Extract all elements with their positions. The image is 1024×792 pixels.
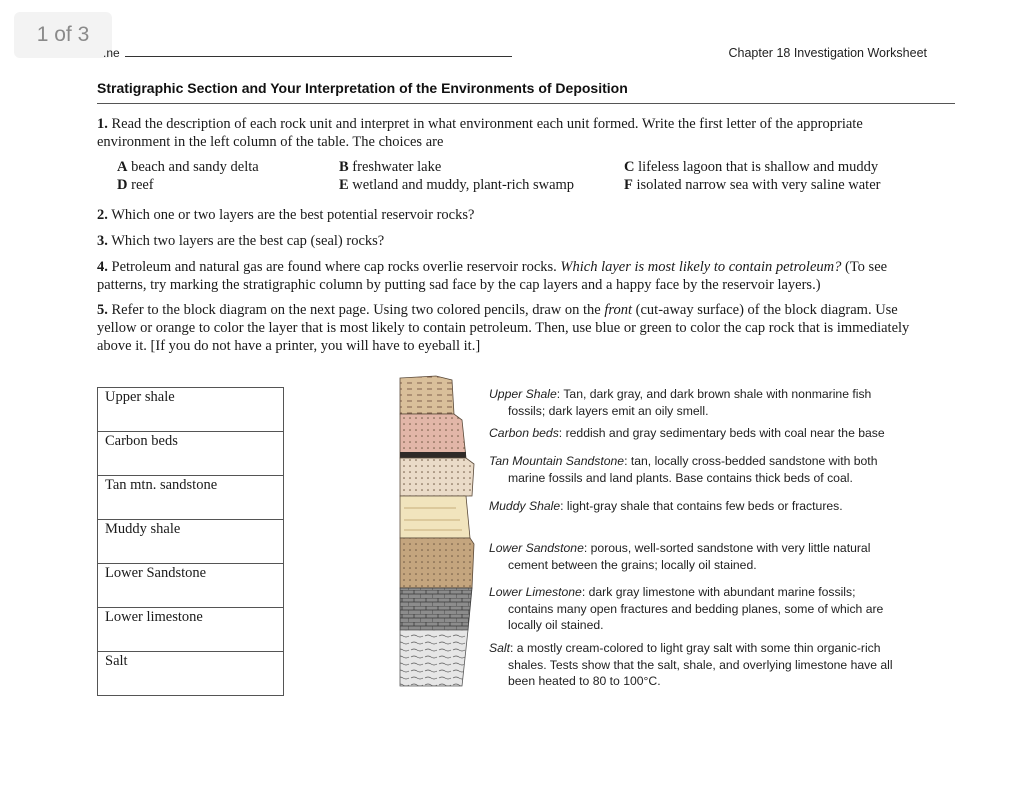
description-lower-limestone: Lower Limestone: dark gray limestone with abundant marine fossils; contains many open fractures and bedding planes, some of which are locally oil stained. (489, 585, 884, 632)
question-1-text: Read the description of each rock unit and interpret in what environment each unit formed. Write the first letter of the appropriate environment in the left column of the table. The choices are (97, 116, 863, 150)
name-field-line[interactable] (103, 46, 512, 60)
table-row (98, 520, 284, 564)
layer-cell[interactable]: Muddy shale (98, 520, 284, 564)
worksheet-title: Chapter 18 Investigation Worksheet (728, 46, 927, 60)
layer-cell[interactable]: Upper shale (98, 388, 284, 432)
stratigraphic-column-illustration (396, 374, 480, 690)
choice-f: F isolated narrow sea with very saline water (624, 177, 881, 193)
question-2: 2. Which one or two layers are the best potential reservoir rocks? (97, 207, 475, 223)
table-row (98, 432, 284, 476)
question-5: 5. Refer to the block diagram on the next page. Using two colored pencils, draw on the front (cut-away surface) of the block diagram. Use yellow or orange to color the layer that is most likely to contain petroleum. Then, use blue or green to color the cap rock that is immediately above it. [If you do not have a printer, you will have to eyeball it.] (97, 302, 910, 354)
layer-cell[interactable]: Carbon beds (98, 432, 284, 476)
table-row (98, 564, 284, 608)
question-4: 4. Petroleum and natural gas are found where cap rocks overlie reservoir rocks. Which layer is most likely to contain petroleum? (To see patterns, try marking the stratigraphic column by putting sad face by the cap layers and a happy face by the reservoir layers.) (97, 259, 888, 293)
question-1-number: 1. (97, 116, 108, 132)
muddy-shale-layer (400, 496, 470, 538)
table-row (98, 388, 284, 432)
layer-cell[interactable]: Salt (98, 652, 284, 696)
table-row (98, 476, 284, 520)
layer-answer-table (97, 387, 284, 696)
choice-a: A beach and sandy delta (117, 159, 259, 175)
page-indicator: 1 of 3 (14, 12, 112, 58)
choice-d: D reef (117, 177, 154, 193)
choice-e: E wetland and muddy, plant-rich swamp (339, 177, 575, 193)
layer-cell[interactable]: Tan mtn. sandstone (98, 476, 284, 520)
page-title: Stratigraphic Section and Your Interpretation of the Environments of Deposition (97, 80, 628, 96)
table-row (98, 652, 284, 696)
choice-b: B freshwater lake (339, 159, 442, 175)
name-underline (125, 46, 512, 57)
choice-c: C lifeless lagoon that is shallow and muddy (624, 159, 879, 175)
description-upper-shale: Upper Shale: Tan, dark gray, and dark brown shale with nonmarine fish fossils; dark layers emit an oily smell. (489, 387, 872, 418)
lower-limestone-layer (400, 588, 472, 630)
layer-cell[interactable]: Lower Sandstone (98, 564, 284, 608)
question-1 (97, 115, 939, 151)
name-label: .ne (103, 46, 120, 60)
description-carbon-beds: Carbon beds: reddish and gray sedimentary beds with coal near the base (489, 426, 885, 440)
table-row (98, 608, 284, 652)
description-tan-sandstone: Tan Mountain Sandstone: tan, locally cross-bedded sandstone with both marine fossils and land plants. Base contains thick beds of coal. (489, 454, 878, 485)
layer-cell[interactable]: Lower limestone (98, 608, 284, 652)
title-divider (97, 103, 955, 104)
description-salt: Salt: a mostly cream-colored to light gray salt with some thin organic-rich shales. Tests show that the salt, shale, and overlying limestone have all been heated to 80 to 100°C. (489, 641, 893, 688)
description-muddy-shale: Muddy Shale: light-gray shale that contains few beds or fractures. (489, 499, 843, 513)
description-lower-sandstone: Lower Sandstone: porous, well-sorted sandstone with very little natural cement between the grains; locally oil stained. (489, 541, 871, 572)
question-3: 3. Which two layers are the best cap (seal) rocks? (97, 233, 385, 249)
